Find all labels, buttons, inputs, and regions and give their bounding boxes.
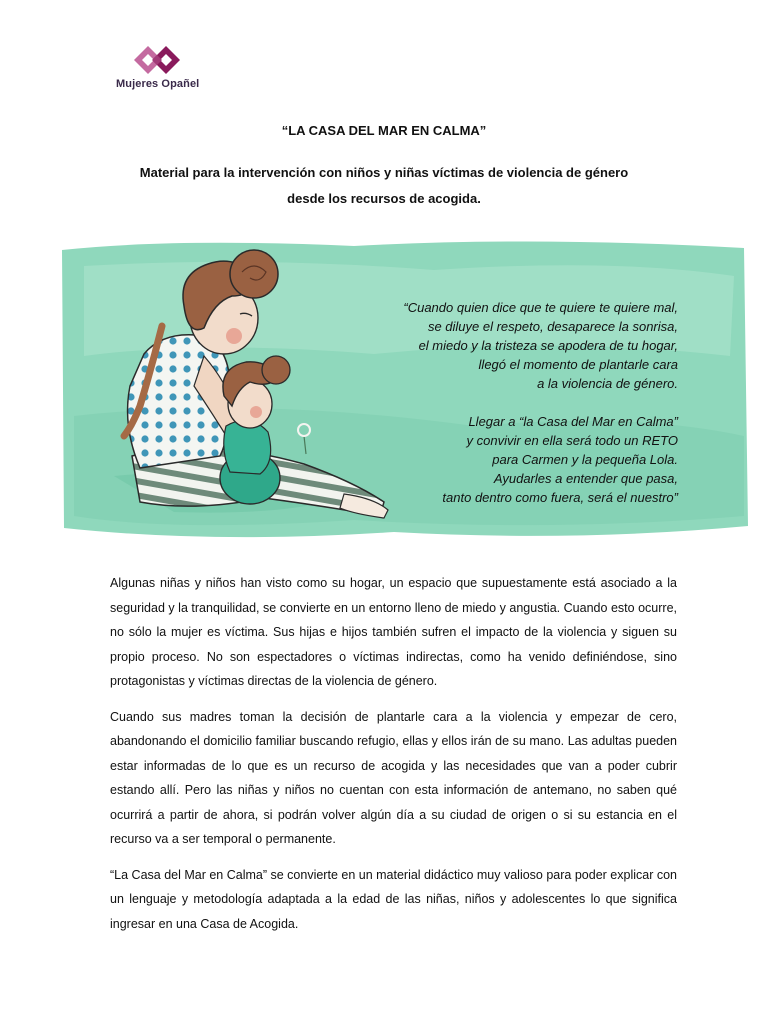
quote-stanza-2 <box>330 412 678 507</box>
body-text <box>110 571 677 947</box>
quote-line: el miedo y la tristeza se apodera de tu hogar, <box>418 338 678 353</box>
quote-stanza-1 <box>330 298 678 393</box>
quote-line: tanto dentro como fuera, será el nuestro” <box>442 490 678 505</box>
document-title: “LA CASA DEL MAR EN CALMA” <box>281 123 487 138</box>
quote-line: y convivir en ella será todo un RETO <box>466 433 678 448</box>
document-subtitle: Material para la intervención con niños y niñas víctimas de violencia de género desde los recursos de acogida. <box>139 165 629 206</box>
brand-logo <box>112 44 212 94</box>
quote-line: llegó el momento de plantarle cara <box>478 357 678 372</box>
brand-name: Mujeres Opañel <box>116 78 200 90</box>
quote-line: Ayudarles a entender que pasa, <box>493 471 678 486</box>
quote-line: Llegar a “la Casa del Mar en Calma” <box>468 414 678 429</box>
quote-line: “Cuando quien dice que te quiere te quiere mal, <box>403 300 678 315</box>
paragraph-3: “La Casa del Mar en Calma” se convierte en un material didáctico muy valioso para poder explicar con un lenguaje y metodología adaptada a la edad de las niñas, niños y adolescentes lo que significa ingresar en una Casa de Acogida. <box>110 867 677 931</box>
quote-line: se diluye el respeto, desaparece la sonrisa, <box>427 319 678 334</box>
illustration-quote <box>330 298 678 507</box>
paragraph-1: Algunas niñas y niños han visto como su hogar, un espacio que supuestamente está asociado a la seguridad y la tranquilidad, se convierte en un entorno lleno de miedo y angustia. Cuando esto ocurre, no sólo la mujer es víctima. Sus hijas e hijos también sufren el impacto de la violencia y siguen su propio proceso. No son espectadores o víctimas indirectas, como ha venido definiéndose, sino protagonistas y víctimas directas de la violencia de género. <box>110 576 677 688</box>
quote-line: a la violencia de género. <box>537 376 678 391</box>
paragraph-2: Cuando sus madres toman la decisión de plantarle cara a la violencia y empezar de cero, abandonando el domicilio familiar buscando refugio, ellas y ellos irán de su mano. Las adultas pueden estar informadas de lo que es un recurso de acogida y las necesidades que van a poder cubrir estando allí. Pero las niñas y niños no cuentan con esta información de antemano, no saben qué ocurrirá a partir de ahora, si podrán volver algún día a su ciudad de origen o si su estancia en el recurso va a ser temporal o permanente. <box>110 709 677 846</box>
diamonds-logo-icon <box>132 44 192 78</box>
quote-line: para Carmen y la pequeña Lola. <box>492 452 678 467</box>
watercolor-illustration <box>54 236 750 546</box>
